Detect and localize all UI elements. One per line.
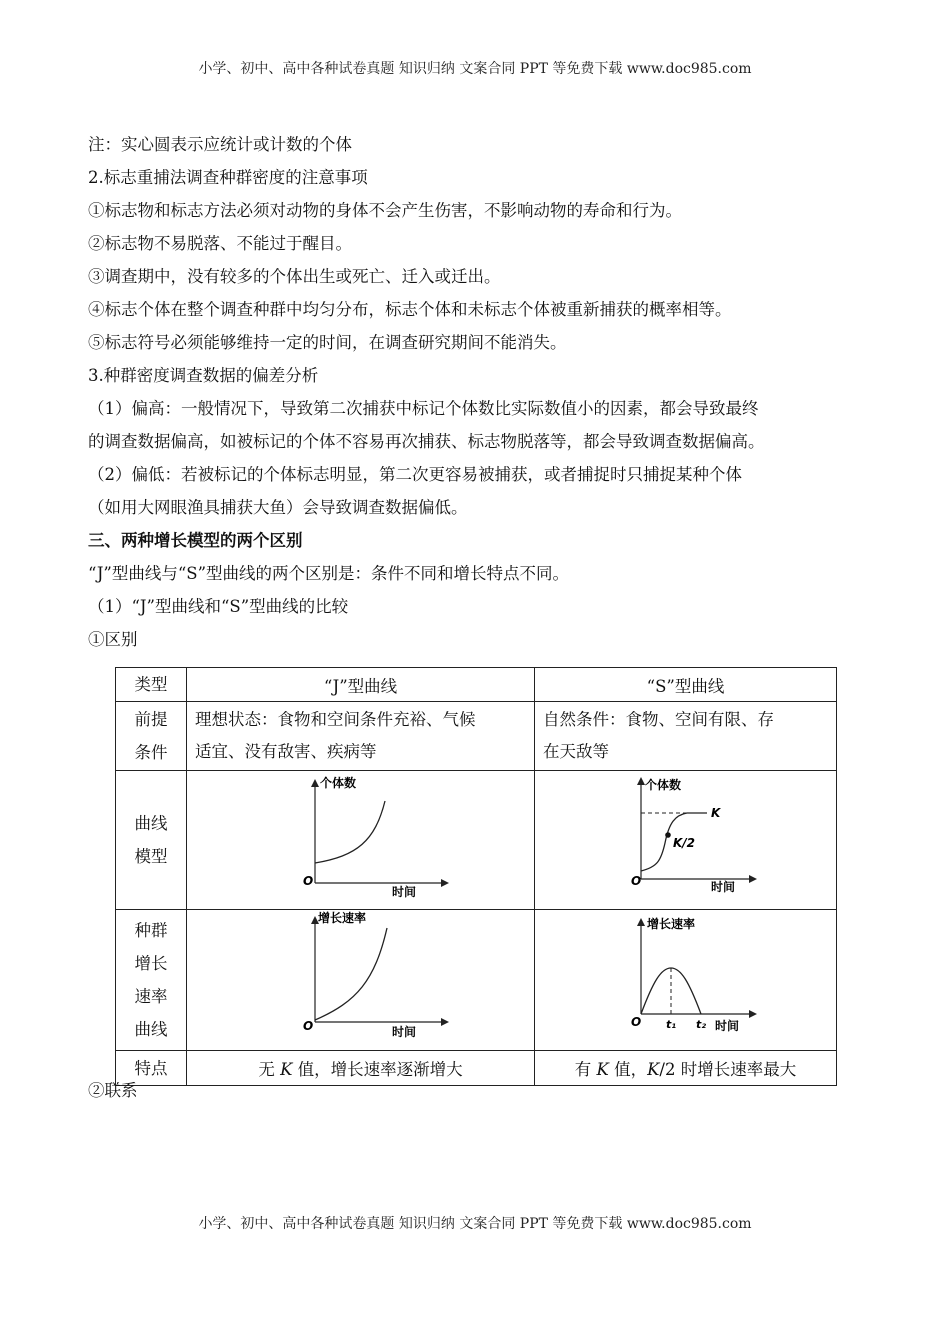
table-row (116, 702, 837, 771)
list-item: ⑤标志符号必须能够维持一定的时间，在调查研究期间不能消失。 (88, 333, 567, 352)
table-row (116, 668, 837, 702)
table-row (116, 1051, 837, 1086)
j-curve-graph (187, 771, 534, 905)
row-label-part: 前提 (134, 710, 168, 729)
s-rate-graph (535, 910, 836, 1046)
y-axis-label: 个体数 (645, 778, 682, 792)
document-body (88, 128, 878, 656)
subheading: （1）“J”型曲线和“S”型曲线的比较 (88, 597, 349, 616)
origin-label: O (631, 874, 642, 888)
row-label-part: 模型 (134, 847, 168, 866)
y-axis-arrow (311, 779, 319, 787)
x-axis-label: 时间 (715, 1019, 740, 1033)
cell-line: 在天敌等 (543, 742, 609, 761)
row-label-part: 条件 (134, 743, 168, 762)
cell-text: 值， (608, 1060, 648, 1079)
t2-label: t₂ (696, 1018, 707, 1031)
x-axis-label: 时间 (711, 880, 736, 894)
origin-label: O (303, 1019, 314, 1033)
row-label (116, 771, 187, 910)
cell-text: /2 时增长速率最大 (659, 1060, 797, 1079)
paragraph-line: 的调查数据偏高，如被标记的个体不容易再次捕获、标志物脱落等，都会导致调查数据偏高。 (88, 432, 765, 451)
row-label (116, 702, 187, 771)
section-heading: 3.种群密度调查数据的偏差分析 (88, 366, 319, 385)
k-symbol: K (280, 1060, 293, 1079)
row-label-part: 速率 (134, 987, 168, 1006)
table-cell (187, 771, 535, 910)
note-line: 注：实心圆表示应统计或计数的个体 (88, 135, 352, 154)
page-header: 小学、初中、高中各种试卷真题 知识归纳 文案合同 PPT 等免费下载 www.doc985.com (198, 61, 752, 77)
k-symbol: K (596, 1060, 609, 1079)
x-axis-arrow (749, 875, 757, 883)
table-cell (535, 910, 837, 1051)
subheading: ②联系 (88, 1081, 138, 1100)
y-axis-label: 个体数 (320, 776, 357, 790)
j-curve-line (315, 801, 385, 863)
table-cell (535, 771, 837, 910)
j-rate-line (315, 928, 387, 1020)
y-axis-label: 增长速率 (647, 917, 696, 931)
table-header-cell: “S”型曲线 (535, 668, 837, 702)
cell-line: 适宜、没有敌害、疾病等 (195, 742, 377, 761)
cell-text: 有 (574, 1060, 597, 1079)
table-cell (187, 910, 535, 1051)
x-axis-arrow (441, 879, 449, 887)
y-axis-arrow (637, 918, 645, 926)
page-footer: 小学、初中、高中各种试卷真题 知识归纳 文案合同 PPT 等免费下载 www.doc985.com (198, 1216, 752, 1232)
table-header-cell: “J”型曲线 (187, 668, 535, 702)
row-label-part: 曲线 (134, 1020, 168, 1039)
list-item: ③调查期中，没有较多的个体出生或死亡、迁入或迁出。 (88, 267, 501, 286)
comparison-table (115, 667, 837, 1086)
cell-line: 理想状态：食物和空间条件充裕、气候 (195, 710, 476, 729)
k-label: K (711, 806, 721, 820)
paragraph-line: （2）偏低：若被标记的个体标志明显，第二次更容易被捕获，或者捕捉时只捕捉某种个体 (88, 465, 742, 484)
list-item: ①标志物和标志方法必须对动物的身体不会产生伤害，不影响动物的寿命和行为。 (88, 201, 682, 220)
table-cell (187, 1051, 535, 1086)
x-axis-label: 时间 (392, 1025, 417, 1039)
paragraph-line: “J”型曲线与“S”型曲线的两个区别是：条件不同和增长特点不同。 (88, 564, 570, 583)
y-axis-label: 增长速率 (318, 911, 367, 925)
table-cell (535, 1051, 837, 1086)
k-symbol: K (647, 1060, 660, 1079)
table-cell (187, 702, 535, 771)
row-label-part: 曲线 (134, 814, 168, 833)
section-heading: 2.标志重捕法调查种群密度的注意事项 (88, 168, 368, 187)
cell-text: 无 (258, 1060, 281, 1079)
y-axis-arrow (637, 777, 645, 785)
chapter-heading: 三、两种增长模型的两个区别 (88, 531, 303, 550)
row-label (116, 910, 187, 1051)
x-axis-arrow (749, 1010, 757, 1018)
list-item: ②标志物不易脱落、不能过于醒目。 (88, 234, 352, 253)
row-label-part: 增长 (134, 954, 168, 973)
s-curve-graph (535, 771, 836, 905)
paragraph-line: （1）偏高：一般情况下，导致第二次捕获中标记个体数比实际数值小的因素，都会导致最终 (88, 399, 759, 418)
origin-label: O (303, 874, 314, 888)
row-label-part: 种群 (134, 921, 168, 940)
table-cell (535, 702, 837, 771)
origin-label: O (631, 1015, 642, 1029)
list-item: ④标志个体在整个调查种群中均匀分布，标志个体和未标志个体被重新捕获的概率相等。 (88, 300, 732, 319)
paragraph-line: （如用大网眼渔具捕获大鱼）会导致调查数据偏低。 (88, 498, 468, 517)
j-rate-graph (187, 910, 534, 1046)
subheading: ①区别 (88, 630, 138, 649)
table-header-cell: 类型 (116, 668, 187, 702)
cell-text: 值，增长速率逐渐增大 (292, 1060, 463, 1079)
k-half-label: K/2 (673, 836, 696, 850)
t1-label: t₁ (666, 1018, 677, 1031)
table-row (116, 771, 837, 910)
x-axis-arrow (441, 1018, 449, 1026)
x-axis-label: 时间 (392, 885, 417, 899)
row-label: 特点 (116, 1051, 187, 1086)
table-row (116, 910, 837, 1051)
cell-line: 自然条件：食物、空间有限、存 (543, 710, 774, 729)
k-half-point (665, 832, 671, 838)
